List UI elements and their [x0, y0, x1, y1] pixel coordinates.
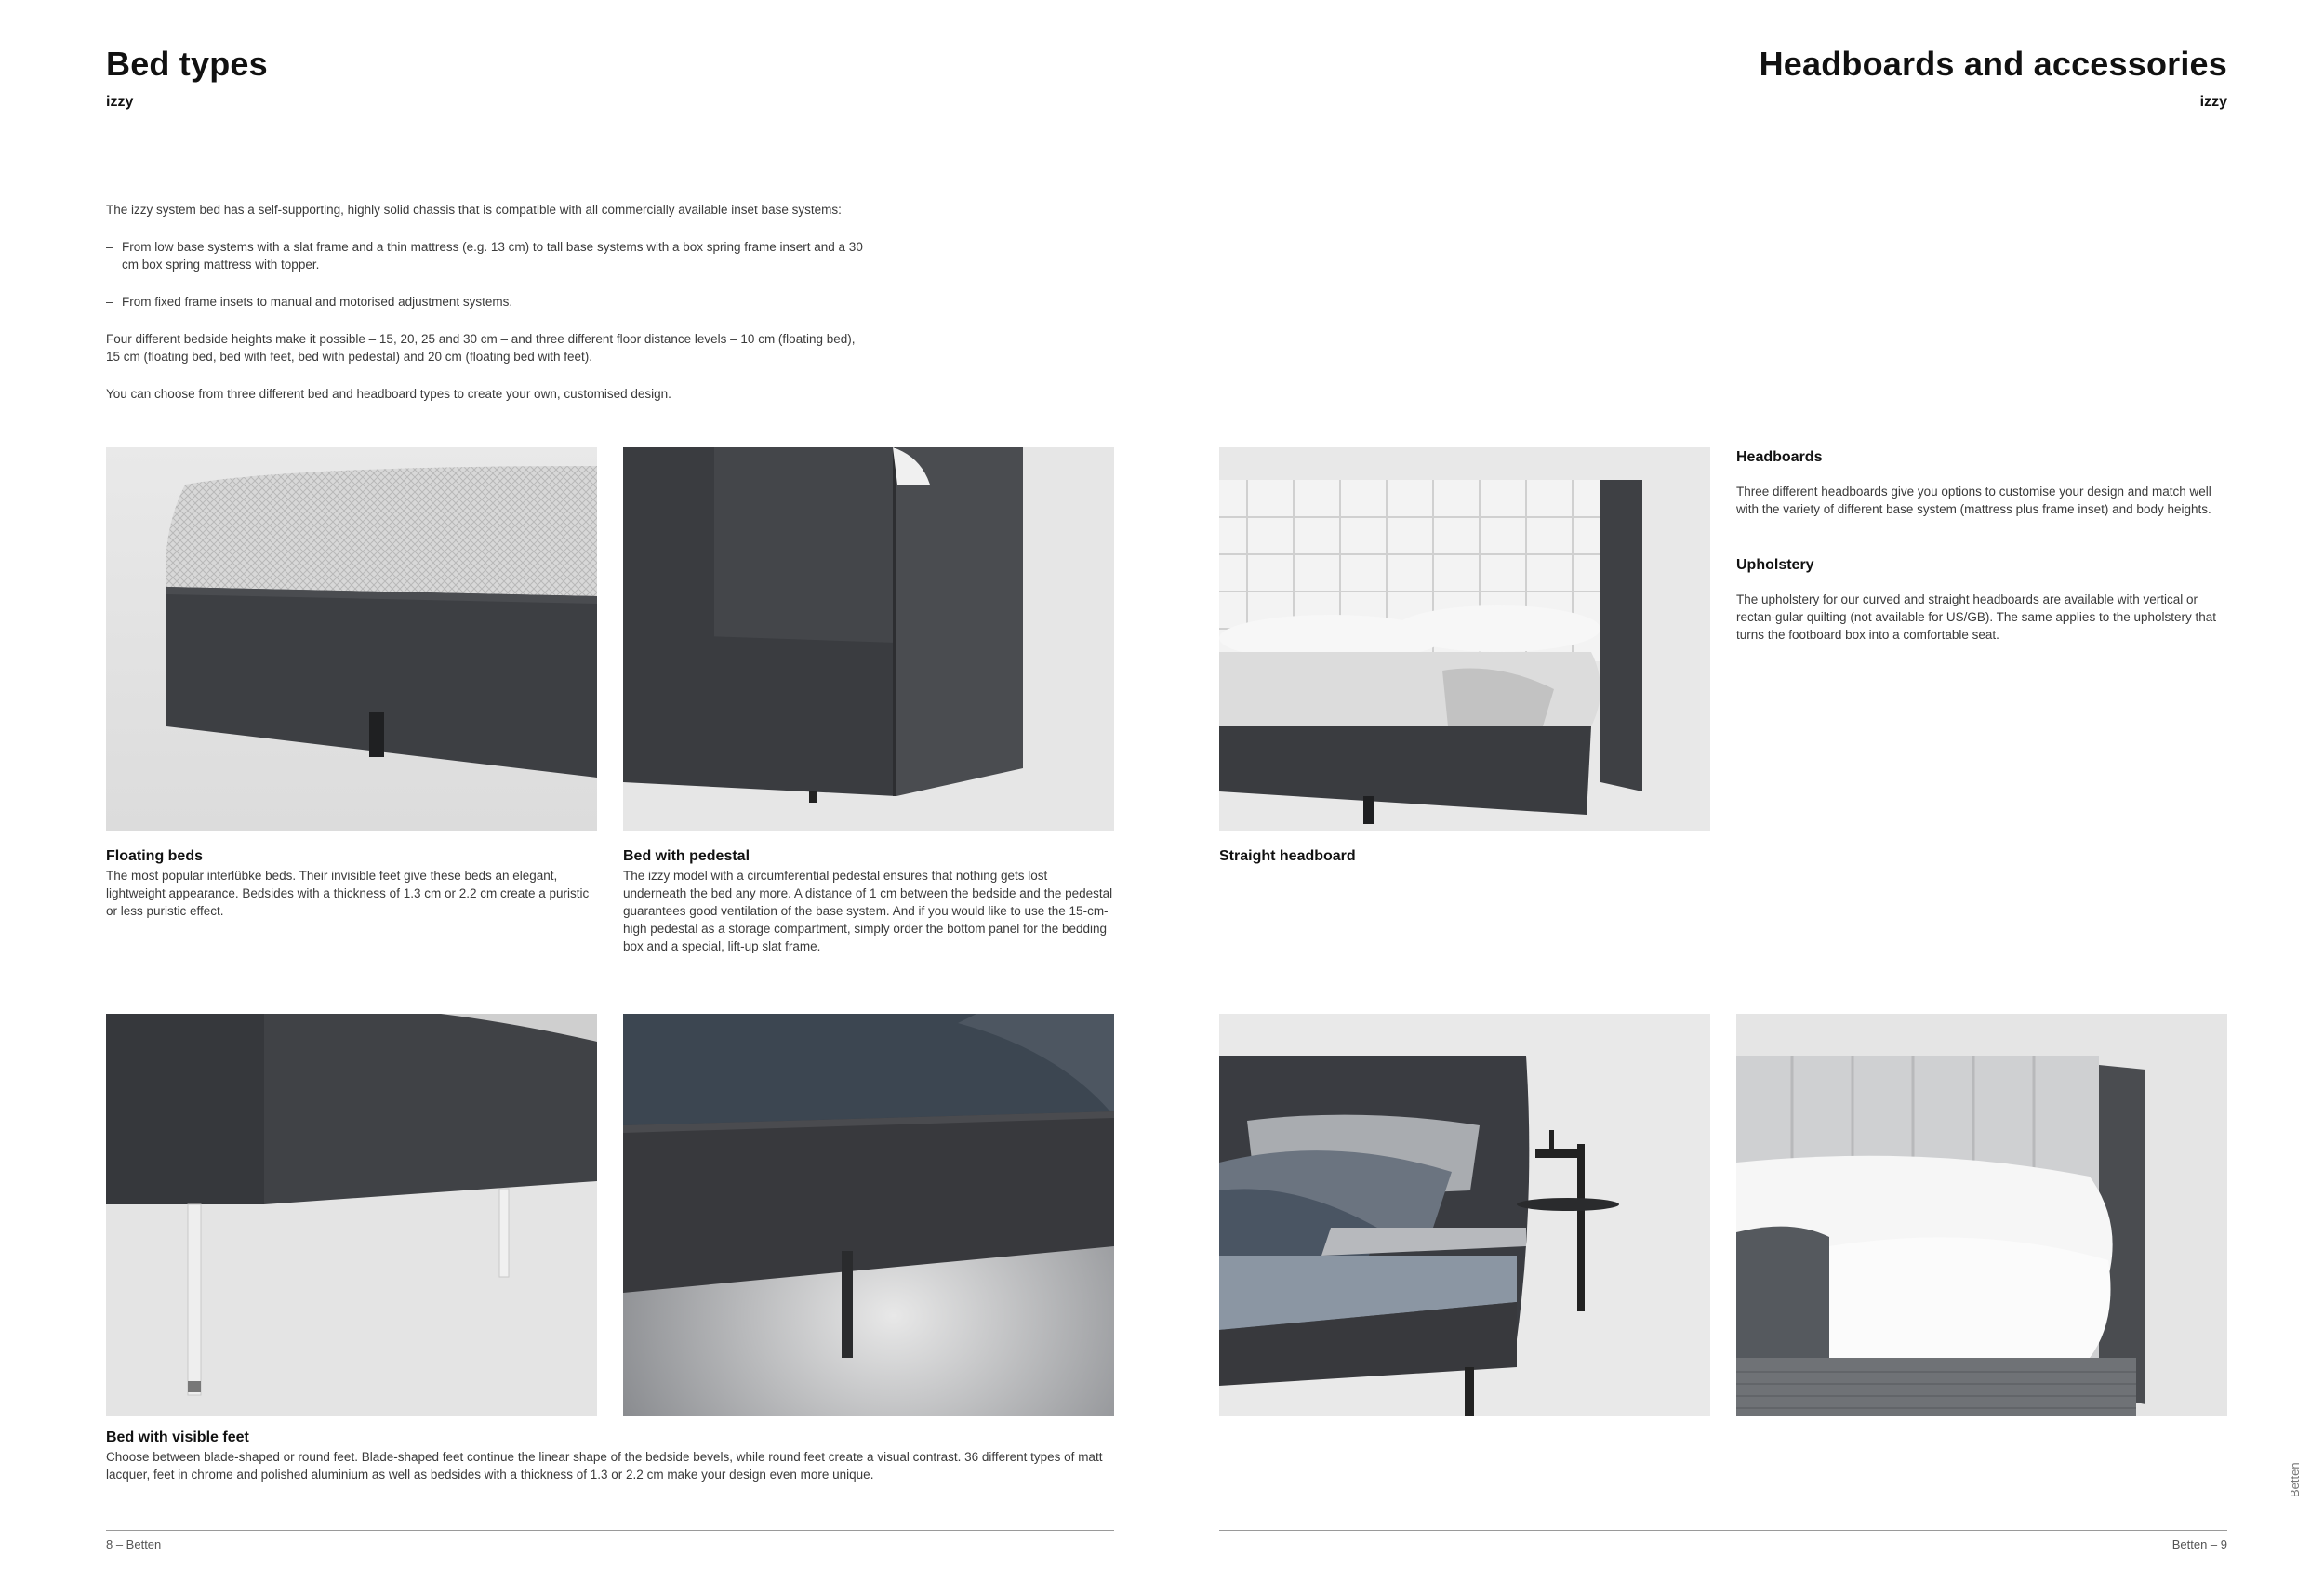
caption-title: Floating beds	[106, 848, 203, 864]
upholstery-section	[1736, 556, 2229, 644]
page-subtitle-right: izzy	[2199, 94, 2227, 110]
photo-bed-visible-feet-round	[106, 1014, 597, 1416]
caption-text: The most popular interlübke beds. Their invisible feet give these beds an elegant, lightweight appearance. Bedsides with a thickness of 1.3 cm or 2.2 cm create a puristic or less puristic effect.	[106, 869, 590, 918]
page-title-left: Bed types	[106, 45, 268, 83]
footer-rule-left	[106, 1530, 1114, 1531]
side-tab-label: Betten	[2288, 1462, 2302, 1497]
caption-text: Choose between blade-shaped or round feet. Blade-shaped feet continue the linear shape of the bedside bevels, while round feet create a visual contrast. 36 different types of matt lacquer, feet in chrome and polished aluminium as well as bedsides with a thickness of 1.3 or 2.2 cm make your design even more unique.	[106, 1450, 1103, 1482]
photo-vertical-quilted-headboard	[1736, 1014, 2227, 1416]
page-subtitle-left: izzy	[106, 94, 134, 110]
photo-curved-headboard	[1219, 1014, 1710, 1416]
footer-rule-right	[1219, 1530, 2227, 1531]
caption-text: The izzy model with a circumferential pedestal ensures that nothing gets lost underneath the bed any more. A distance of 1 cm between the bedside and the pedestal guarantees good ventilation of the base system. And if you would like to use the 15-cm-high pedestal as a storage compartment, simply order the bottom panel for the bedding box and a special, lift-up slat frame.	[623, 869, 1113, 953]
caption-floating-beds	[106, 846, 597, 920]
section-text: Three different headboards give you options to customise your design and match well with the variety of different base system (mattress plus frame inset) and body heights.	[1736, 485, 2211, 516]
bullet-mark: –	[106, 240, 113, 254]
photo-bed-blade-feet	[623, 1014, 1114, 1416]
caption-title: Bed with pedestal	[623, 848, 750, 864]
section-heading: Upholstery	[1736, 557, 1814, 573]
bullet-text: From low base systems with a slat frame and a thin mattress (e.g. 13 cm) to tall base systems with a box spring frame insert and a 30 cm box spring mattress with topper.	[122, 240, 863, 272]
intro-text	[106, 201, 869, 422]
photo-floating-bed	[106, 447, 597, 831]
intro-paragraph: Four different bedside heights make it possible – 15, 20, 25 and 30 cm – and three different floor distance levels – 10 cm (floating bed), 15 cm (floating bed, bed with feet, bed with pedestal) and 20 cm (floating bed with feet).	[106, 332, 856, 364]
intro-paragraph: The izzy system bed has a self-supporting, highly solid chassis that is compatible with all commercially available inset base systems:	[106, 203, 842, 217]
caption-title: Straight headboard	[1219, 848, 1356, 864]
section-heading: Headboards	[1736, 449, 1823, 465]
caption-title: Bed with visible feet	[106, 1429, 249, 1445]
intro-bullet	[106, 238, 869, 273]
bullet-text: From fixed frame insets to manual and motorised adjustment systems.	[122, 295, 513, 309]
headboards-section	[1736, 448, 2229, 518]
page-number-right: Betten – 9	[2171, 1537, 2227, 1551]
intro-paragraph: You can choose from three different bed and headboard types to create your own, customised design.	[106, 387, 671, 401]
page-number-left: 8 – Betten	[106, 1537, 162, 1551]
intro-bullet	[106, 293, 869, 311]
page-title-right: Headboards and accessories	[1759, 45, 2227, 83]
caption-bed-with-visible-feet	[106, 1428, 1114, 1483]
caption-bed-with-pedestal	[623, 846, 1114, 955]
photo-bed-with-pedestal	[623, 447, 1114, 831]
caption-straight-headboard	[1219, 846, 1710, 867]
bullet-mark: –	[106, 295, 113, 309]
photo-straight-headboard	[1219, 447, 1710, 831]
section-text: The upholstery for our curved and straight headboards are available with vertical or rectan-gular quilting (not available for US/GB). The same applies to the upholstery that turns the footboard box into a comfortable seat.	[1736, 592, 2217, 642]
